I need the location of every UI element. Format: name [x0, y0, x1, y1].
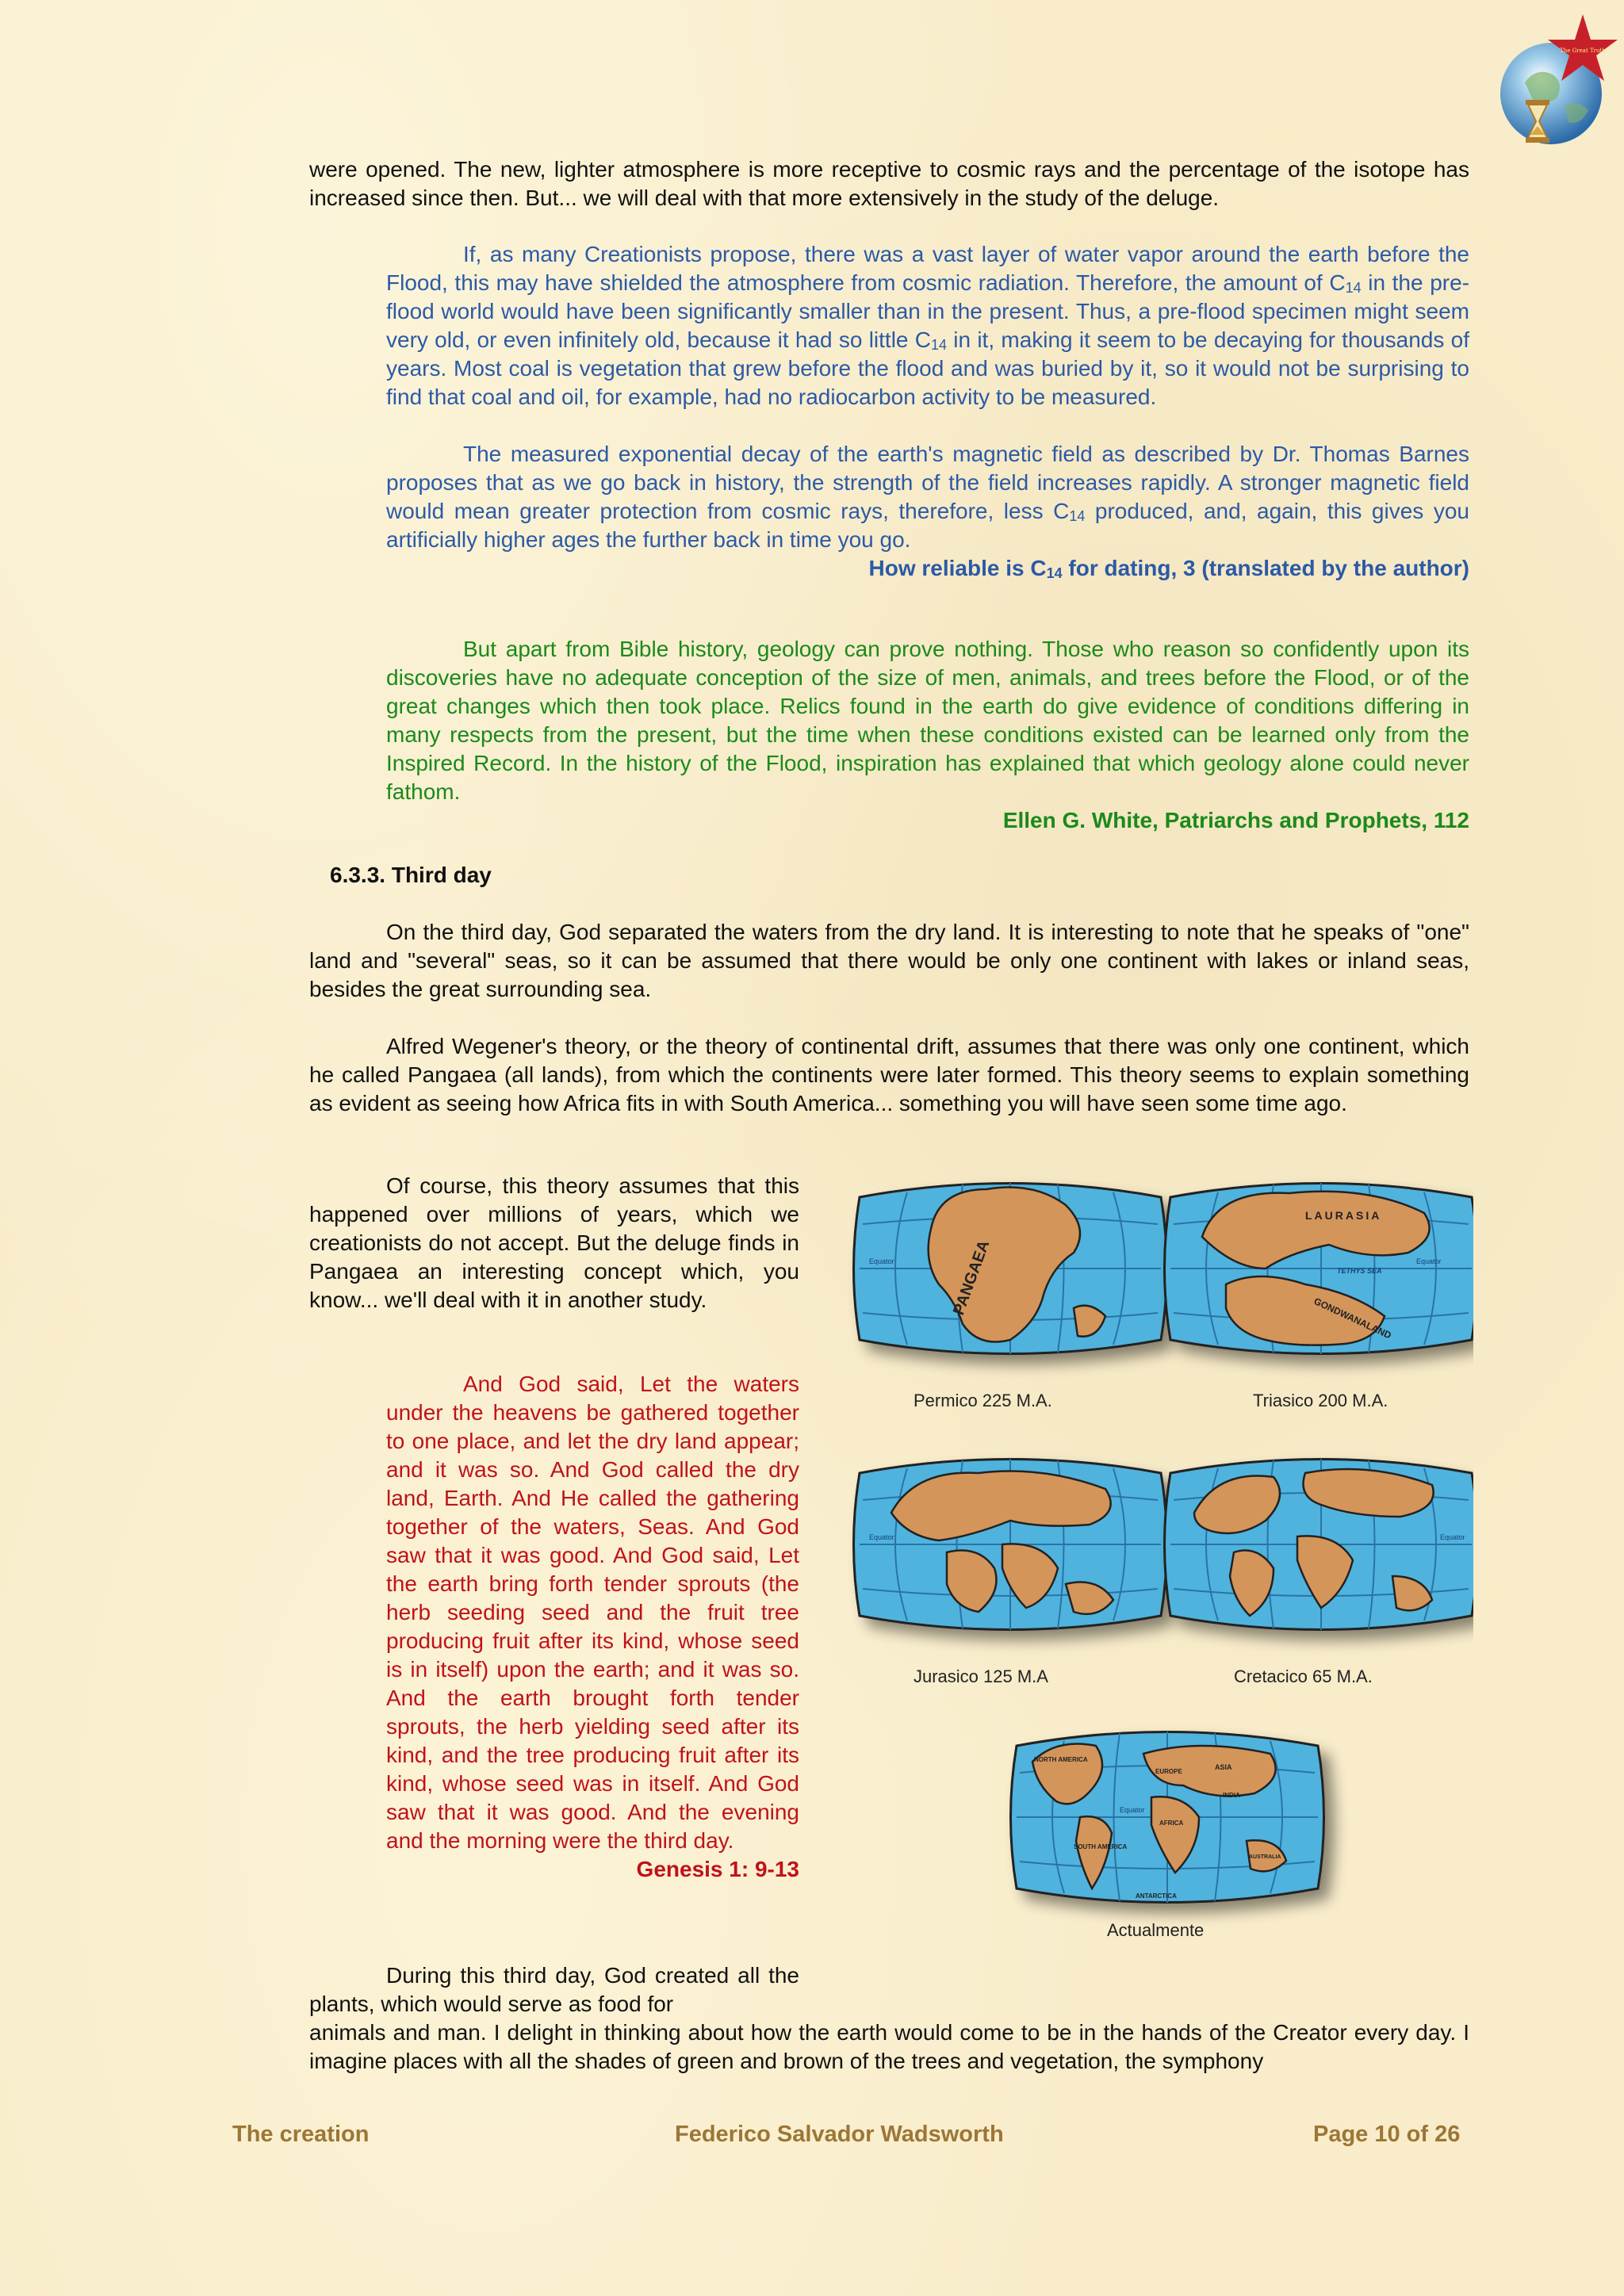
red-quote-source: Genesis 1: 9-13 [636, 1857, 799, 1881]
green-quote-text: But apart from Bible history, geology can prove nothing. Those who reason so confidently upon its discoveries have no adequate conception of the size of men, animals, and trees before the Flood, or of the great changes which then took place. Relics found in the earth do give evidence of conditions differing in many respects from the present, but the time when these conditions existed can be learned only from the Inspired Record. In the history of the Flood, inspiration has explained that which geology alone could never fathom. [386, 637, 1469, 804]
label-equator-5: Equator [1120, 1806, 1145, 1814]
footer-title: The creation [232, 2122, 370, 2147]
caption-triassic: Triasico 200 M.A. [1253, 1391, 1388, 1410]
red-quote [386, 1370, 799, 1884]
label-africa: AFRICA [1159, 1820, 1184, 1827]
section-paragraph-4a: During this third day, God created all the plants, which would serve as food for [309, 1963, 799, 2016]
green-quote-source: Ellen G. White, Patriarchs and Prophets, 112 [1002, 808, 1469, 832]
label-asia: ASIA [1215, 1763, 1232, 1771]
label-gondwana: GONDWANALAND [1312, 1295, 1393, 1341]
section-paragraph-4b: animals and man. I delight in thinking about how the earth would come to be in the hands of the Creator every day. I imagine places with all the shades of green and brown of the trees and vegetation, the symphony [309, 2020, 1469, 2073]
map-cretaceous [1165, 1459, 1474, 1630]
map-permian [854, 1183, 1167, 1354]
caption-permian: Permico 225 M.A. [914, 1391, 1052, 1410]
map-jurassic [854, 1459, 1167, 1630]
section-paragraph-1: On the third day, God separated the waters from the dry land. It is interesting to note that he speaks of "one" land and "several" seas, so it can be assumed that there would be only one continent with lakes or inland seas, besides the great surrounding sea. [309, 920, 1469, 1001]
blue-quote [386, 240, 1469, 583]
caption-cretaceous: Cretacico 65 M.A. [1234, 1667, 1373, 1686]
continental-drift-maps-figure [847, 1165, 1473, 1950]
label-equator: Equator [869, 1257, 894, 1265]
label-tethys: TETHYS SEA [1337, 1267, 1382, 1275]
caption-present: Actualmente [1107, 1920, 1205, 1940]
label-equator-2: Equator [1416, 1257, 1442, 1265]
section-paragraph-2: Alfred Wegener's theory, or the theory of continental drift, assumes that there was only one continent, which he called Pangaea (all lands), from which the continents were later formed. This theory seems to explain something as evident as seeing how Africa fits in with South America... something you will have seen some time ago. [309, 1034, 1469, 1115]
label-equator-4: Equator [1440, 1533, 1465, 1541]
footer-author: Federico Salvador Wadsworth [675, 2122, 1004, 2147]
label-equator-3: Equator [869, 1533, 894, 1541]
logo-text: The Great Truth [1560, 48, 1606, 54]
caption-jurassic: Jurasico 125 M.A [914, 1667, 1048, 1686]
label-pangaea: PANGAEA [950, 1238, 994, 1318]
map-present [1011, 1732, 1324, 1903]
label-india: INDIA [1223, 1792, 1240, 1799]
label-antarctica: ANTARCTICA [1136, 1892, 1177, 1900]
red-quote-text: And God said, Let the waters under the heavens be gathered together to one place, and let the dry land appear; and it was so. And God called the dry land, Earth. And He called the gathering together of the waters, Seas. And God saw that it was good. And God said, Let the earth bring forth tender sprouts (the herb seeding seed and the fruit tree producing fruit after its kind, whose seed is in itself) upon the earth; and it was so. And the earth brought forth tender sprouts, the herb yielding seed after its kind, and the tree producing fruit after its kind, whose seed was in itself. And God saw that it was good. And the evening and the morning were the third day. [386, 1372, 799, 1853]
footer-page-number: Page 10 of 26 [1313, 2122, 1461, 2147]
blue-quote-paragraph-1: If, as many Creationists propose, there was a vast layer of water vapor around the earth before the Flood, this may have shielded the atmosphere from cosmic radiation. Therefore, the amount of $C_{14}$ in the pre-flood world would have been significantly smaller than in the present. Thus, a pre-flood specimen might seem very old, or even infinitely old, because it had so little $C_{14}$ in it, making it seem to be decaying for thousands of years. Most coal is vegetation that grew before the flood and was buried by it, so it would not be surprising to find that coal and oil, for example, had no radiocarbon activity to be measured. [386, 242, 1469, 409]
map-triassic [1165, 1183, 1474, 1354]
label-australia: AUSTRALIA [1249, 1854, 1281, 1860]
label-north-america: NORTH AMERICA [1034, 1756, 1088, 1763]
label-laurasia: LAURASIA [1305, 1209, 1382, 1222]
globe-hourglass-logo [1489, 11, 1624, 151]
blue-quote-paragraph-2: The measured exponential decay of the earth's magnetic field as described by Dr. Thomas Barnes proposes that as we go back in history, the strength of the field increases rapidly. A stronger magnetic field would mean greater protection from cosmic rays, therefore, less $C_{14}$ produced, and, again, this gives you artificially higher ages the further back in time you go. [386, 442, 1469, 552]
intro-paragraph: were opened. The new, lighter atmosphere is more receptive to cosmic rays and the percentage of the isotope has increased since then. But... we will deal with that more extensively in the study of the deluge. [309, 157, 1469, 210]
green-quote [386, 635, 1469, 835]
section-paragraph-3: Of course, this theory assumes that this happened over millions of years, which we creationists do not accept. But the deluge finds in Pangaea an interesting concept which, you know... we'll deal with it in another study. [309, 1173, 799, 1312]
label-europe: EUROPE [1155, 1768, 1182, 1775]
section-heading: 6.3.3. Third day [330, 863, 492, 887]
blue-quote-source: How reliable is $C_{14}$ for dating, 3 (translated by the author) [868, 556, 1469, 581]
label-south-america: SOUTH AMERICA [1074, 1843, 1128, 1850]
